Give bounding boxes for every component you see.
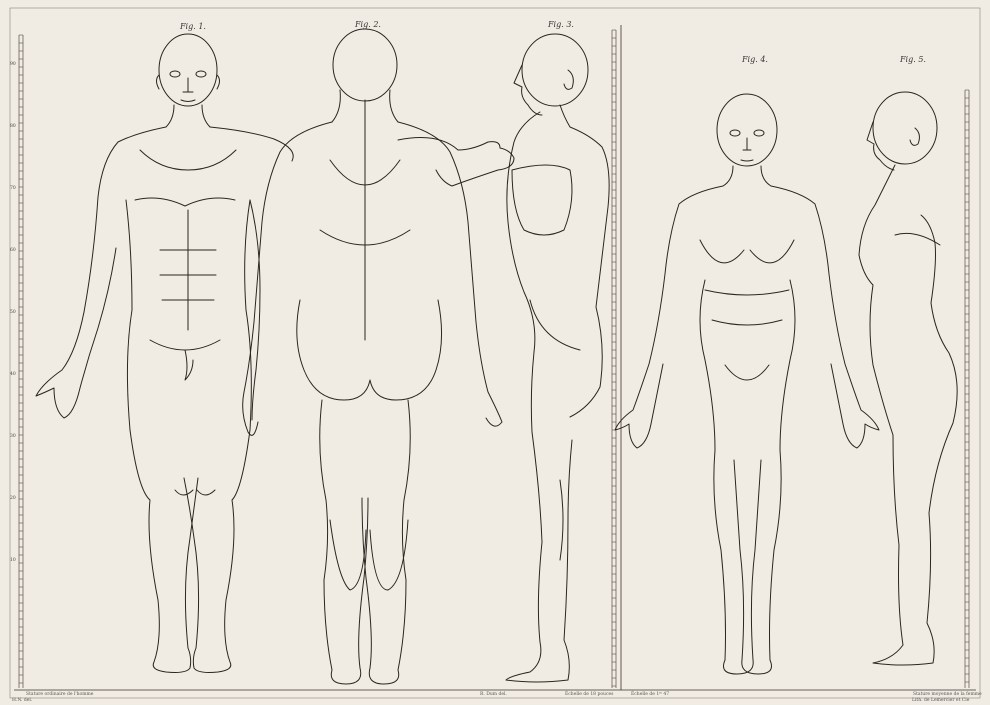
- ruler-label: 10: [10, 558, 16, 563]
- figure-1-male-front: [36, 34, 293, 673]
- plate-border: [10, 8, 980, 698]
- ruler-label: 30: [10, 434, 16, 439]
- ruler-label: 90: [10, 62, 16, 67]
- right-scale-ruler: [965, 90, 969, 688]
- caption-corner: H.N. del.: [12, 698, 33, 703]
- figure-3-male-side: [506, 34, 609, 682]
- caption-right-scale: Échelle de 1ᵐ 47: [631, 692, 670, 697]
- left-scale-ruler: [19, 35, 23, 688]
- figure-1-title: Fig. 1.: [180, 22, 206, 31]
- ruler-label: 60: [10, 248, 16, 253]
- ruler-label: 70: [10, 186, 16, 191]
- caption-imprint: Lith. de Lemercier et Cie: [912, 698, 970, 703]
- figure-5-female-side: [859, 92, 957, 665]
- figure-3-title: Fig. 3.: [548, 20, 574, 29]
- ruler-label: 40: [10, 372, 16, 377]
- ruler-label: 80: [10, 124, 16, 129]
- ruler-label: 20: [10, 496, 16, 501]
- caption-left: Stature ordinaire de l'homme: [26, 692, 94, 697]
- figure-2-title: Fig. 2.: [355, 20, 381, 29]
- figure-2-male-back: [243, 29, 514, 684]
- figure-5-title: Fig. 5.: [900, 55, 926, 64]
- caption-middle-scale: Échelle de 18 pouces: [565, 692, 614, 697]
- middle-scale-ruler: [612, 30, 616, 688]
- caption-right: Stature moyenne de la femme: [913, 692, 982, 697]
- figure-4-female-front: [615, 94, 879, 674]
- ruler-label: 50: [10, 310, 16, 315]
- figure-4-title: Fig. 4.: [742, 55, 768, 64]
- caption-artist: R. Dum del.: [480, 692, 507, 697]
